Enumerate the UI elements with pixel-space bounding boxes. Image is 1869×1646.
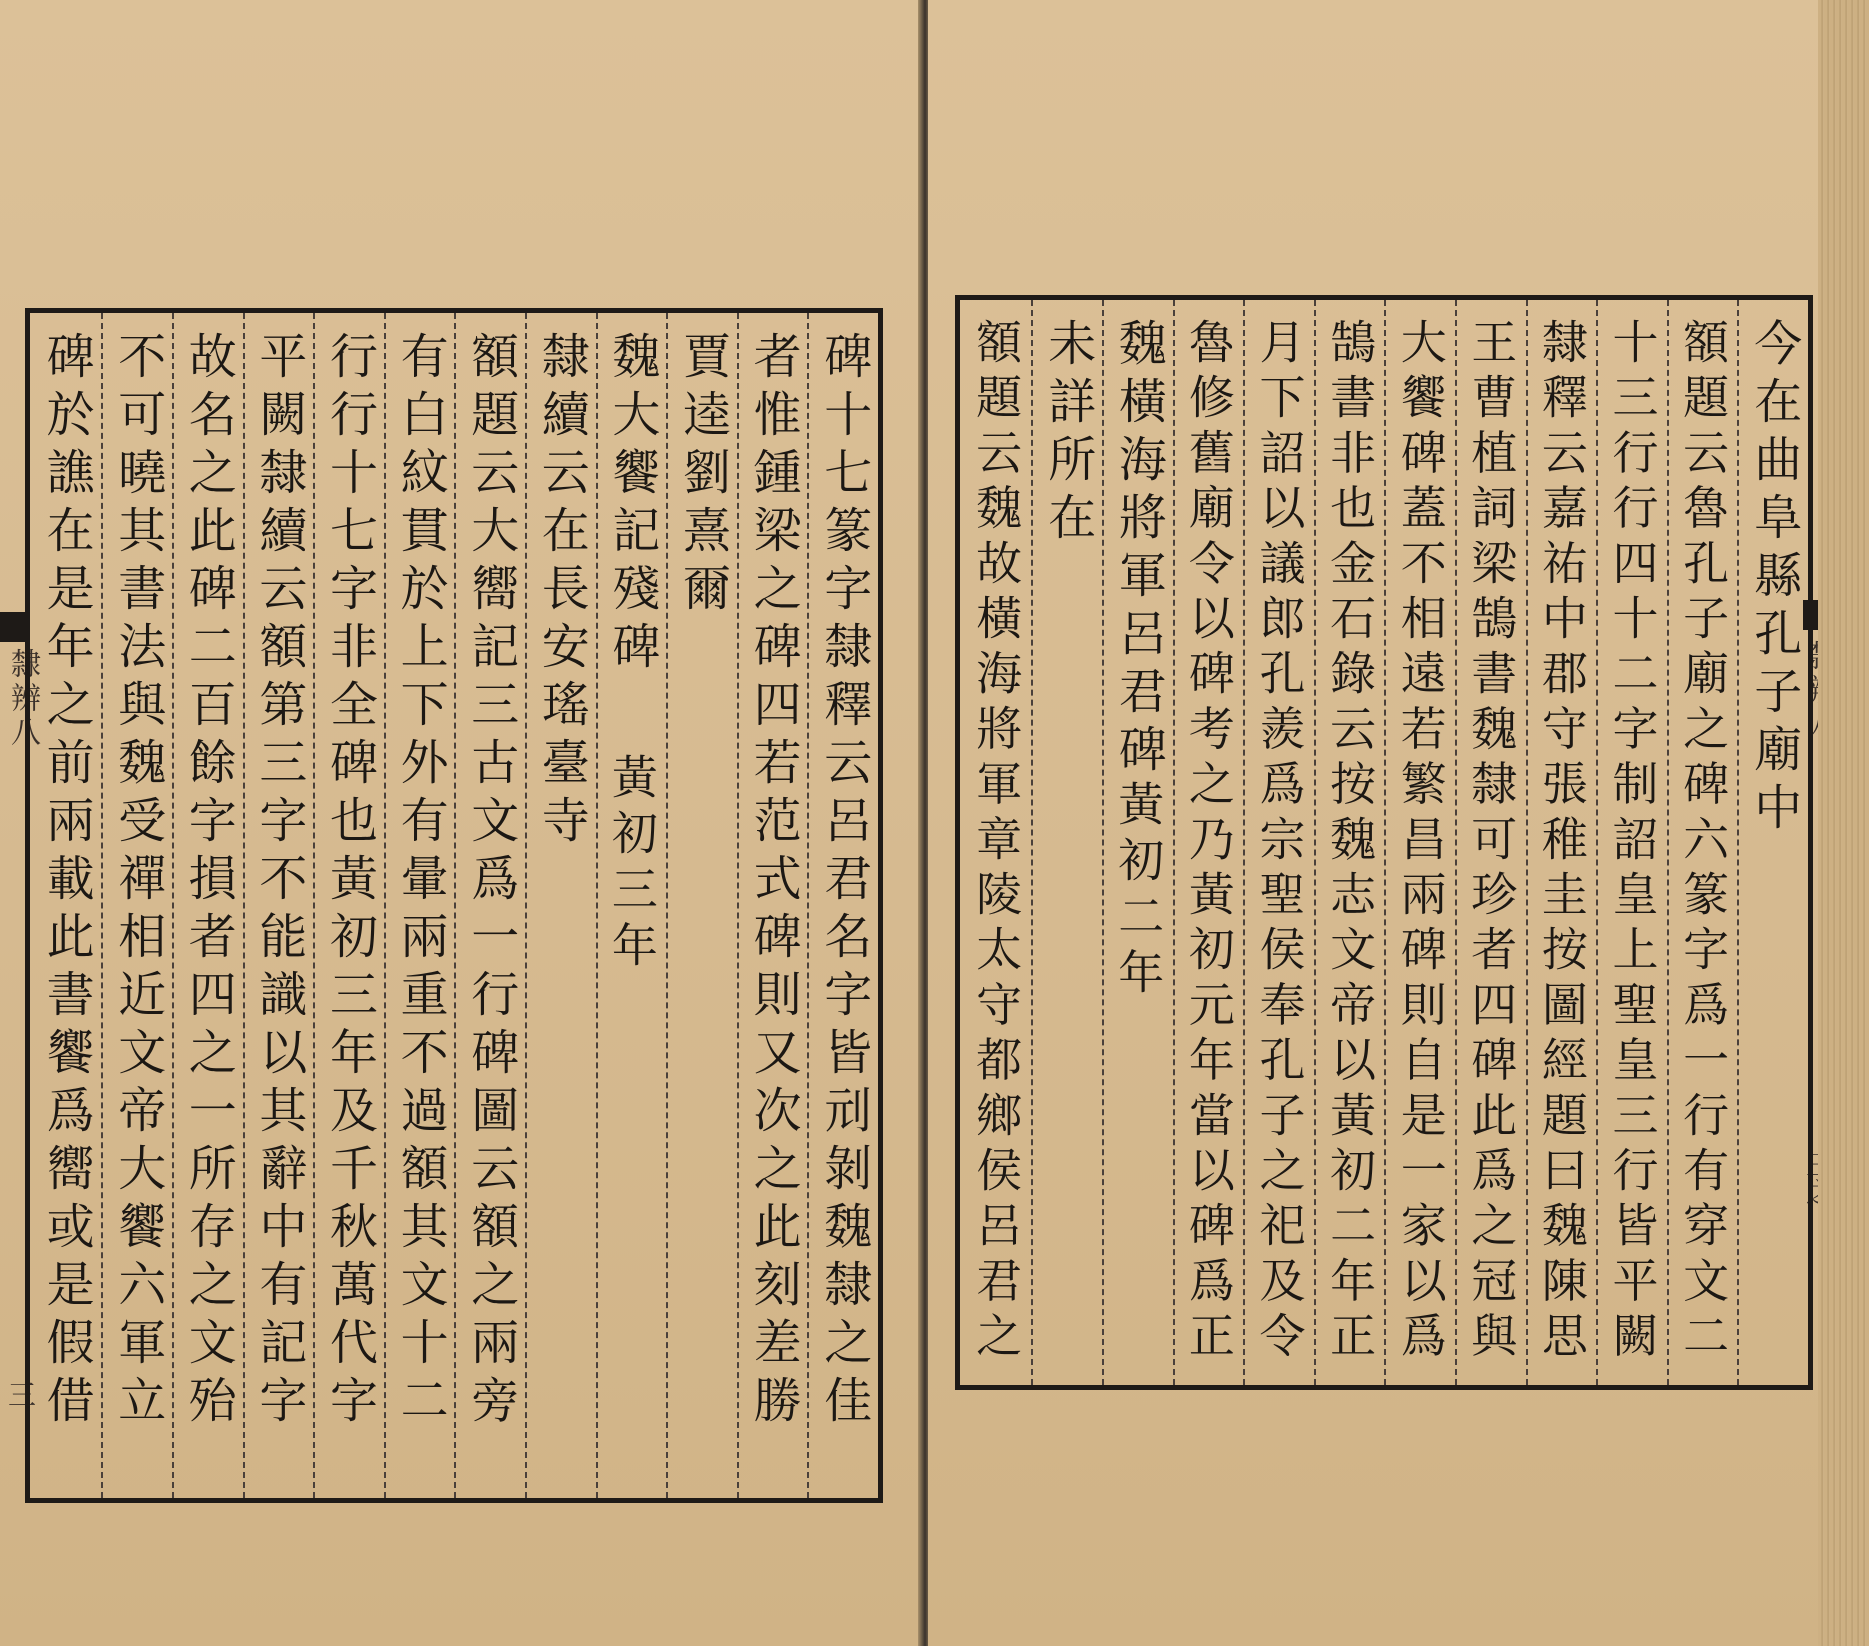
left-page-number: 三 (4, 1380, 37, 1408)
column-text: 魯修舊廟令以碑考之乃黃初元年當以碑爲正 (1181, 318, 1236, 1367)
text-column (384, 313, 455, 1498)
text-column (243, 313, 314, 1498)
column-text: 平闕隸續云額第三字不能識以其辭中有記字 (250, 331, 307, 1433)
column-text: 賈逵劉熹爾 (674, 331, 731, 621)
column-text: 者惟鍾梁之碑四若范式碑則又次之此刻差勝 (745, 331, 802, 1433)
text-column (1031, 300, 1102, 1385)
column-text: 不可曉其書法與魏受禪相近文帝大饗六軍立 (109, 331, 166, 1433)
column-text: 隸續云在長安瑤臺寺 (533, 331, 590, 853)
left-margin-title: 隸辨八 (5, 648, 40, 750)
text-column (101, 313, 172, 1498)
text-column (596, 313, 667, 1498)
column-text: 王曹植詞梁鵠書魏隸可珍者四碑此爲之冠與 (1464, 318, 1519, 1367)
column-text: 行行十七字非全碑也黃初三年及千秋萬代字 (321, 331, 378, 1433)
column-text: 魏大饗記殘碑 (603, 331, 660, 679)
text-column (1737, 300, 1808, 1385)
column-text: 額題云大嚮記三古文爲一行碑圖云額之兩旁 (462, 331, 519, 1433)
text-column (807, 313, 878, 1498)
column-date-note: 黃初二年 (1111, 780, 1166, 1004)
column-text: 未詳所在 (1039, 318, 1096, 550)
text-column (666, 313, 737, 1498)
text-column (1314, 300, 1385, 1385)
column-text: 隸釋云嘉祐中郡守張稚圭按圖經題曰魏陳思 (1534, 318, 1589, 1367)
column-text: 月下詔以議郎孔羨爲宗聖侯奉孔子之祀及令 (1252, 318, 1307, 1367)
column-text: 碑於譙在是年之前兩載此書饗爲嚮或是假借 (38, 331, 95, 1433)
column-text: 鵠書非也金石錄云按魏志文帝以黃初二年正 (1323, 318, 1378, 1367)
column-text: 故名之此碑二百餘字損者四之一所存之文殆 (180, 331, 237, 1433)
left-text-block (25, 308, 883, 1503)
text-column (1526, 300, 1597, 1385)
text-column (1384, 300, 1455, 1385)
column-text: 額題云魏故橫海將軍章陵太守都鄉侯呂君之 (969, 318, 1024, 1367)
page-fore-edge (1818, 0, 1869, 1646)
text-column (172, 313, 243, 1498)
text-column (1243, 300, 1314, 1385)
column-text: 大饗碑蓋不相遠若繁昌兩碑則自是一家以爲 (1393, 318, 1448, 1367)
text-column (1173, 300, 1244, 1385)
column-text: 碑十七篆字隸釋云呂君名字皆刓剝魏隸之佳 (815, 331, 872, 1433)
text-column (1596, 300, 1667, 1385)
left-page (0, 0, 920, 1646)
text-column (1455, 300, 1526, 1385)
text-column (737, 313, 808, 1498)
text-column (454, 313, 525, 1498)
text-column (1102, 300, 1173, 1385)
column-text: 額題云魯孔子廟之碑六篆字爲一行有穿文二 (1676, 318, 1731, 1367)
column-date-note: 黃初三年 (604, 753, 659, 977)
text-column (525, 313, 596, 1498)
column-text: 今在曲阜縣孔子廟中 (1745, 318, 1802, 840)
text-column (961, 300, 1032, 1385)
column-text: 有白紋貫於上下外有暈兩重不過額其文十二 (392, 331, 449, 1433)
right-text-block (955, 295, 1813, 1390)
column-text: 魏橫海將軍呂君碑 (1110, 318, 1167, 782)
text-column (31, 313, 102, 1498)
text-column (1667, 300, 1738, 1385)
right-page (928, 0, 1828, 1646)
column-text: 十三行行四十二字制詔皇上聖皇三行皆平闕 (1605, 318, 1660, 1367)
text-column (313, 313, 384, 1498)
